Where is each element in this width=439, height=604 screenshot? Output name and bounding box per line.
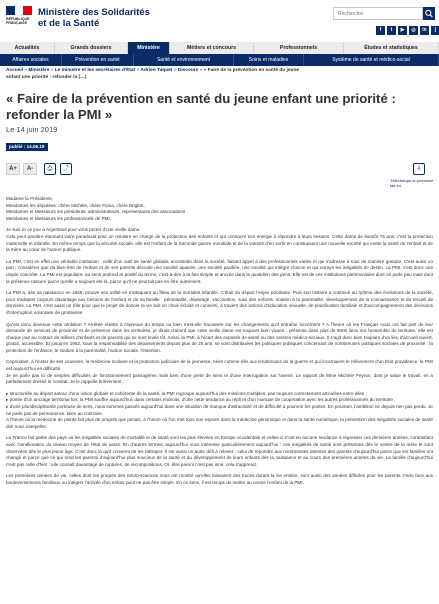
article-paragraph: La PMI a, dès sa naissance en 1945, prouvé son utilité en s'attaquant au fléau de la mortalité infantile. C'était du départ l'enjeu prioritaire. Puis son histoire a continué au rythme des évolutions de la société, pour s'adapter toujours davantage aux besoins de l'enfant et de sa famille : périnatalité, dépistage, vaccination, suivi des enfants, soutien à la parentalité, développement de la connaissance et du recueil de données. La PMI, c'est aussi un rôle pour que le projet de donner la vie soit un choix éclairé et consenti, à travers des actions d'éducation sexuelle, de planification familiale et d'accompagnement des décisions d'interruption volontaire de grossesse.: [6, 290, 433, 315]
article-paragraph: Je ne parle pas ici de simples difficultés de fonctionnement passagères mais bien d'une perte de sens et d'une interrogation sur l'avenir. Le rapport de Mme Michèle Peyron, dont je salue le travail, en a parfaitement dressé le constat. Je le rappelle brièvement :: [6, 372, 433, 385]
nav-item-2[interactable]: Ministère: [128, 42, 170, 54]
search-placeholder: Rechercher: [338, 11, 364, 17]
breadcrumb-current: « Faire de la prévention en santé du jeune enfant une priorité : refonder la (…): [6, 68, 300, 80]
article-paragraph: Les premières années de vie, celles dont les progrès des neuro-sciences nous ont montré qu'elles laissaient des traces durant la vie entière, sont aussi des années difficiles pour les parents. Faire face aux bouleversements familiaux ou intégrer l'arrivée d'un enfant peut ne pas être simple. En ce sens, il est temps de mettre au centre l'enfant de la PMI.: [6, 473, 433, 485]
pdf-download-icon[interactable]: ⇩: [413, 163, 425, 175]
breadcrumb-link[interactable]: Accueil: [6, 68, 24, 73]
breadcrumb-link[interactable]: Adrien Taquet: [140, 68, 173, 73]
marianne-logo[interactable]: [6, 6, 32, 32]
font-decrease-button[interactable]: A-: [23, 163, 37, 175]
breadcrumb-link[interactable]: Discours: [177, 68, 199, 73]
breadcrumb: [6, 68, 306, 81]
rss-icon[interactable]: ): [431, 26, 439, 35]
twitter-icon[interactable]: t: [387, 26, 396, 35]
breadcrumb-separator: »: [49, 68, 55, 73]
ministry-name-line2: et de la Santé: [38, 18, 100, 29]
nav-item-3[interactable]: Métiers et concours: [170, 42, 254, 54]
font-increase-button[interactable]: A+: [6, 163, 20, 175]
article-toolbar: [0, 157, 439, 187]
article-paragraph: ▸ d'une pluridisciplinarité porteuse de sens, nous sommes passés aujourd'hui dans une situation de manque d'attractivité et de difficulté à pourvoir les postes. En pourtant, l'ambition ne depuis rien pas perdu. Je ne parle pas de permanence. Bien au contraire.: [6, 404, 433, 416]
subnav-item-1[interactable]: Prévention en santé: [62, 54, 134, 66]
article-paragraph: La PMI, c'est en effet une véritable institution : celle d'un outil de santé globale, ancestrale dans la société, faisant appel à des professionnels variés et qui s'adresse à tous de manière gratuite. C'est aussi un pari : considérer que du bien-être de l'enfant et de ses parents découle une société apaisée, une société pacifiée, une société qui intègre chacun et qui enraye les inégalités de destin. La PMI, c'est donc une utopie concrète. La PMI est populaire, au sens profond et positif du terme, c'est-à-dire à la fois simple et ancrée dans le quotidien des gens. Elle est de ces institutions patrimoniales dont on parle peu mais dont la présence rassure parce qu'elle a toujours été là, parce qu'il ne pourrait pas en être autrement.: [6, 258, 433, 284]
article-paragraph: Qu'est donc devenue cette ambition ? Arrêtée résiste à l'épreuve du temps ou bien s'est-elle fracassée sur les changements qu'il entraîne forcément ? A l'heure où les Français nous ont fait part de leur demande de services de proximité et de présence dans les territoires, je dirais d'abord que cette vieille dame est toujours bien vivace : présente dans plus de 5000 lieux sur l'ensemble du territoire, elle est chaque jour au contact de milliers d'enfants et de parents qui se sont levés tôt. Aussi, la PMI, à l'écart des exposés de santé ou des centres médico-sociaux. Il s'agit donc bien toujours d'un lieu d'accueil ouvert, gratuit, accessible. Et jusqu'en 1982, sous la responsabilité des départements depuis plus de 25 ans, se sont distribuées les politiques publiques concernant de nombreuses politiques sociales de proximité : la protection de l'enfance, le soutien à la parentalité, l'action sociale, l'insertion.: [6, 321, 433, 353]
sub-navigation: [0, 54, 439, 66]
article-paragraph: Je suis ici ce jour à Argenteuil pour vous porter d'une vieille dame.: [6, 227, 141, 233]
published-badge: publié : 14.06.19: [6, 143, 48, 151]
article-date: Le 14 juin 2019: [6, 125, 58, 134]
nav-item-0[interactable]: Actualités: [0, 42, 55, 54]
share-icon[interactable]: ⤴: [60, 163, 72, 175]
social-links: [376, 26, 439, 35]
article-paragraph: Mesdames et Messieurs les professionnels de PMI,: [6, 215, 111, 221]
ministry-name-line1: Ministère des Solidarités: [38, 7, 150, 18]
subnav-item-2[interactable]: Santé et environnement: [134, 54, 234, 66]
printer-icon[interactable]: ⎙: [44, 163, 56, 175]
article-paragraph: A l'heure où la médecine de pointe fait plus de progrès que jamais, à l'heure où l'on met tous nos espoirs dans la médecine génomique et dans la santé numérique, la prévention des inégalités sociales de santé doit nous interpeller.: [6, 417, 433, 429]
facebook-icon[interactable]: f: [376, 26, 385, 35]
subnav-item-3[interactable]: Soins et maladies: [234, 54, 304, 66]
breadcrumb-separator: »: [198, 68, 204, 73]
article-paragraph: Mesdames les députées: chère Michèle, chère Fiona, chère Brigitte,: [6, 202, 145, 208]
article-paragraph: ▸ structurelle au départ autour d'une vision globale et cohérente de la santé, la PMI regroupe aujourd'hui des missions multiples, pas toujours correctement articulées entre elles ;: [6, 390, 367, 396]
magnifier-icon: [423, 7, 435, 20]
subnav-item-0[interactable]: Affaires sociales: [0, 54, 62, 66]
instagram-icon[interactable]: ◎: [409, 26, 418, 35]
article-paragraph: ▸ portée d'un ancrage territorial fort, la PMI souffre aujourd'hui, dans certains endroits, d'une nette tendance au repli et d'un manque de coopération avec les autres professionnels du territoire ;: [6, 397, 396, 403]
nav-item-4[interactable]: Professionnels: [254, 42, 344, 54]
article-paragraph: Cependant, à l'instar de ses cousines, la médecine scolaire et la protection judiciaire de la jeunesse, nées comme elle aux lendemains de la guerre et qui incarnaient le relèvement d'un État providence, la PMI est aujourd'hui en difficulté.: [6, 359, 433, 372]
tricolor-flag-icon: [6, 6, 32, 15]
article-paragraph: Madame la Présidente,: [6, 196, 54, 201]
breadcrumb-separator: »: [172, 68, 178, 73]
main-navigation: [0, 42, 439, 54]
youtube-icon[interactable]: ▶: [398, 26, 407, 35]
subnav-item-4[interactable]: Système de santé et médico-social: [304, 54, 439, 66]
search-button[interactable]: [423, 7, 435, 20]
breadcrumb-separator: »: [23, 68, 29, 73]
ministry-name[interactable]: [38, 7, 150, 29]
nav-item-5[interactable]: Études et statistiques: [344, 42, 439, 54]
download-label[interactable]: Télécharger le prononcé fait foi: [390, 178, 434, 188]
article-paragraph: Cela peut paraître étonnant voire paradoxal pour un ministre en charge de la protection des enfants et qui consacre son énergie à répondre à leurs besoins. Cette dame de bientôt 75 ans, c'est la protection maternelle et infantile. En même temps que la sécurité sociale, elle est l'enfant de la Seconde guerre mondiale et de la volonté d'en sortir en construisant une nouvelle société qui mette la santé de l'enfant et de la mère au cœur de l'action publique.: [6, 233, 433, 253]
article-paragraph: Mesdames et Messieurs les présidents, administrateurs, représentants des associations: [6, 209, 186, 215]
republic-label: RÉPUBLIQUE FRANÇAISE: [6, 17, 30, 25]
article-paragraph: La France fait partie des pays où les inégalités sociales de mortalité et de santé sont les plus élevées en Europe occidentale et celles-ci n'ont eu aucune tendance à régresser ces dernières années, contrastant avec l'amélioration du niveau moyen de l'état de santé. En d'autres termes, aujourd'hui nous intéresse particulièrement aujourd'hui : ces inégalités de santé sont présentes dès le ventre de la mère et sont observées dès le plus jeune âge. C'est donc là qu'il convient de les rattraper. Il est aussi un autre défi à relever : celui de répondre aux nombreuses attentes des parents d'aujourd'hui parce que les familles ont changé et parce que ce qui rend les parents d'aujourd'hui plus soucieux de la santé et du développement de leurs enfants dès la naissance et au cours des premières années de vie. La famille d'aujourd'hui n'est pas celle d'hier : elle connaît davantage de ruptures, de recompositions. Or, être parent n'est pas inné, cela s'apprend.: [6, 435, 433, 467]
linkedin-icon[interactable]: in: [420, 26, 429, 35]
nav-item-1[interactable]: Grands dossiers: [55, 42, 128, 54]
site-header: [0, 0, 439, 40]
search-input[interactable]: [333, 7, 423, 20]
breadcrumb-link[interactable]: Ministère: [28, 68, 50, 73]
article-body: [6, 196, 433, 492]
breadcrumb-separator: »: [135, 68, 141, 73]
page-title: « Faire de la prévention en santé du jeune enfant une priorité : refonder la PMI »: [6, 91, 396, 122]
breadcrumb-link[interactable]: Le ministre et les secrétaires d'État: [54, 68, 136, 73]
